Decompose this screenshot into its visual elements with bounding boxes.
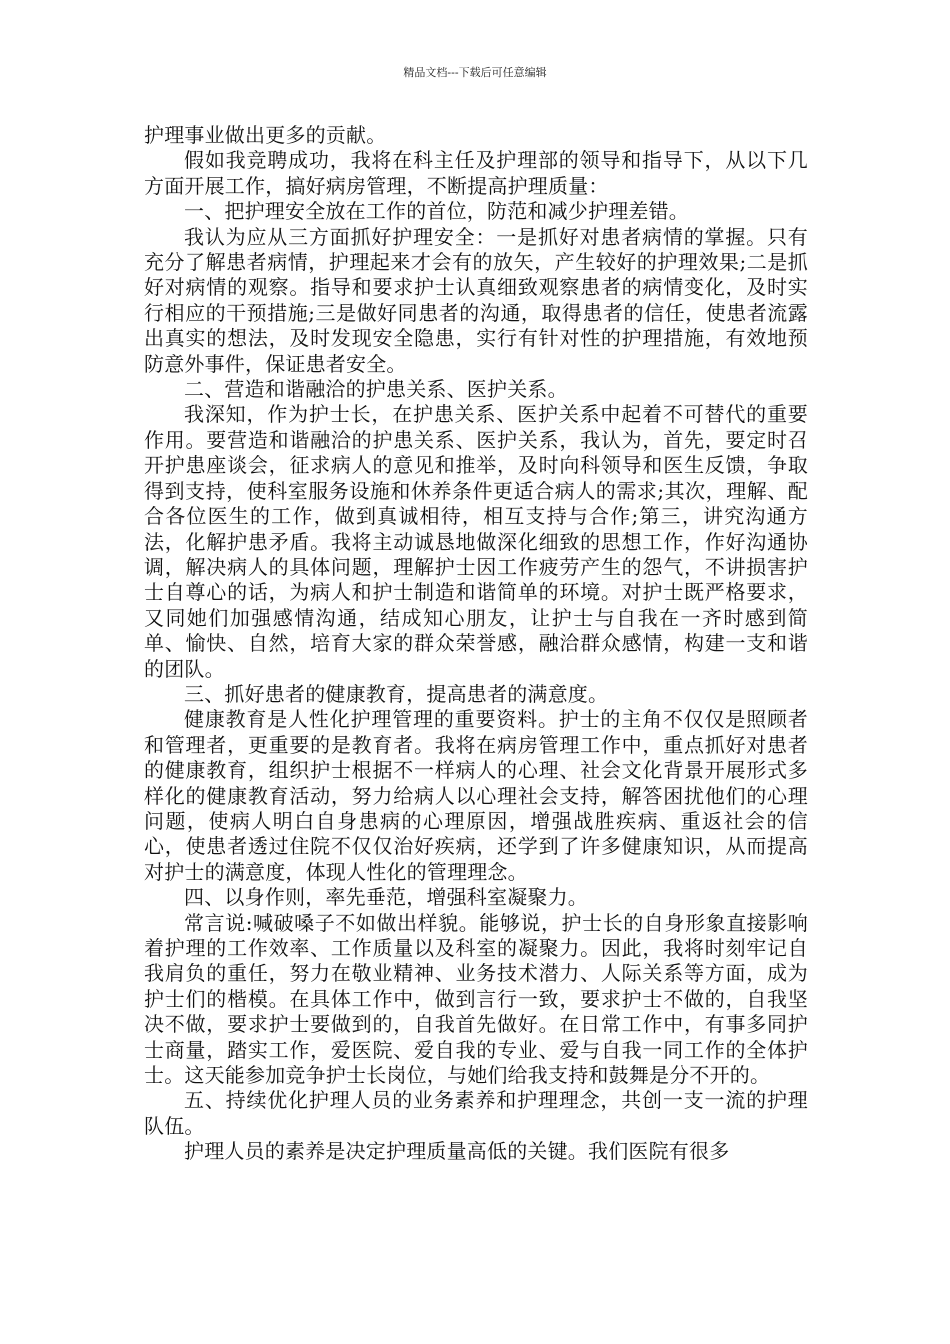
section-heading-5: 五、持续优化护理人员的业务素养和护理理念，共创一支一流的护理队伍。 bbox=[144, 1088, 808, 1138]
paragraph-section-5: 护理人员的素养是决定护理质量高低的关键。我们医院有很多 bbox=[184, 1139, 730, 1164]
paragraph-section-2: 我深知，作为护士长，在护患关系、医护关系中起着不可替代的重要作用。要营造和谐融洽的护患关系、医护关系，我认为，首先，要定时召开护患座谈会，征求病人的意见和推举，及时向科领导和医生反馈，争取得到支持，使科室服务设施和休养条件更适合病人的需求;其次，理解、配合各位医生的工作，做到真诚相待，相互支持与合作;第三，讲究沟通方法，化解护患矛盾。我将主动诚恳地做深化细致的思想工作，作好沟通协调，解决病人的具体问题，理解护士因工作疲劳产生的怨气，不讲损害护士自尊心的话，为病人和护士制造和谐简单的环境。对护士既严格要求，又同她们加强感情沟通，结成知心朋友，让护士与自我在一齐时感到简单、愉快、自然，培育大家的群众荣誉感，融洽群众感情，构建一支和谐的团队。 bbox=[144, 402, 808, 681]
document-body bbox=[144, 123, 808, 1165]
paragraph-section-3: 健康教育是人性化护理管理的重要资料。护士的主角不仅仅是照顾者和管理者，更重要的是教育者。我将在病房管理工作中，重点抓好对患者的健康教育，组织护士根据不一样病人的心理、社会文化背景开展形式多样化的健康教育活动，努力给病人以心理社会支持，解答困扰他们的心理问题，使病人明白自身患病的心理原因，增强战胜疾病、重返社会的信心，使患者透过住院不仅仅治好疾病，还学到了许多健康知识，从而提高对护士的满意度，体现人性化的管理理念。 bbox=[144, 707, 808, 884]
paragraph-continuation: 护理事业做出更多的贡献。 bbox=[144, 123, 387, 147]
section-heading-1: 一、把护理安全放在工作的首位，防范和减少护理差错。 bbox=[184, 199, 689, 224]
paragraph-section-1: 我认为应从三方面抓好护理安全：一是抓好对患者病情的掌握。只有充分了解患者病情，护理起来才会有的放矢，产生较好的护理效果;二是抓好对病情的观察。指导和要求护士认真细致观察患者的病情变化，及时实行相应的干预措施;三是做好同患者的沟通，取得患者的信任，使患者流露出真实的想法，及时发现安全隐患，实行有针对性的护理措施，有效地预防意外事件，保证患者安全。 bbox=[144, 224, 808, 376]
section-heading-2: 二、营造和谐融洽的护患关系、医护关系。 bbox=[184, 377, 568, 402]
page-header: 精品文档---下载后可任意编辑 bbox=[403, 66, 547, 79]
paragraph-intro: 假如我竞聘成功，我将在科主任及护理部的领导和指导下，从以下几方面开展工作，搞好病房管理，不断提高护理质量： bbox=[144, 148, 808, 198]
section-heading-4: 四、以身作则，率先垂范，增强科室凝聚力。 bbox=[184, 885, 588, 910]
paragraph-section-4: 常言说:喊破嗓子不如做出样貌。能够说，护士长的自身形象直接影响着护理的工作效率、工作质量以及科室的凝聚力。因此，我将时刻牢记自我肩负的重任，努力在敬业精神、业务技术潜力、人际关系等方面，成为护士们的楷模。在具体工作中，做到言行一致，要求护士不做的，自我坚决不做，要求护士要做到的，自我首先做好。在日常工作中，有事多同护士商量，踏实工作，爱医院、爱自我的专业、爱与自我一同工作的全体护士。这天能参加竞争护士长岗位，与她们给我支持和鼓舞是分不开的。 bbox=[144, 910, 808, 1088]
section-heading-3: 三、抓好患者的健康教育，提高患者的满意度。 bbox=[184, 681, 609, 706]
